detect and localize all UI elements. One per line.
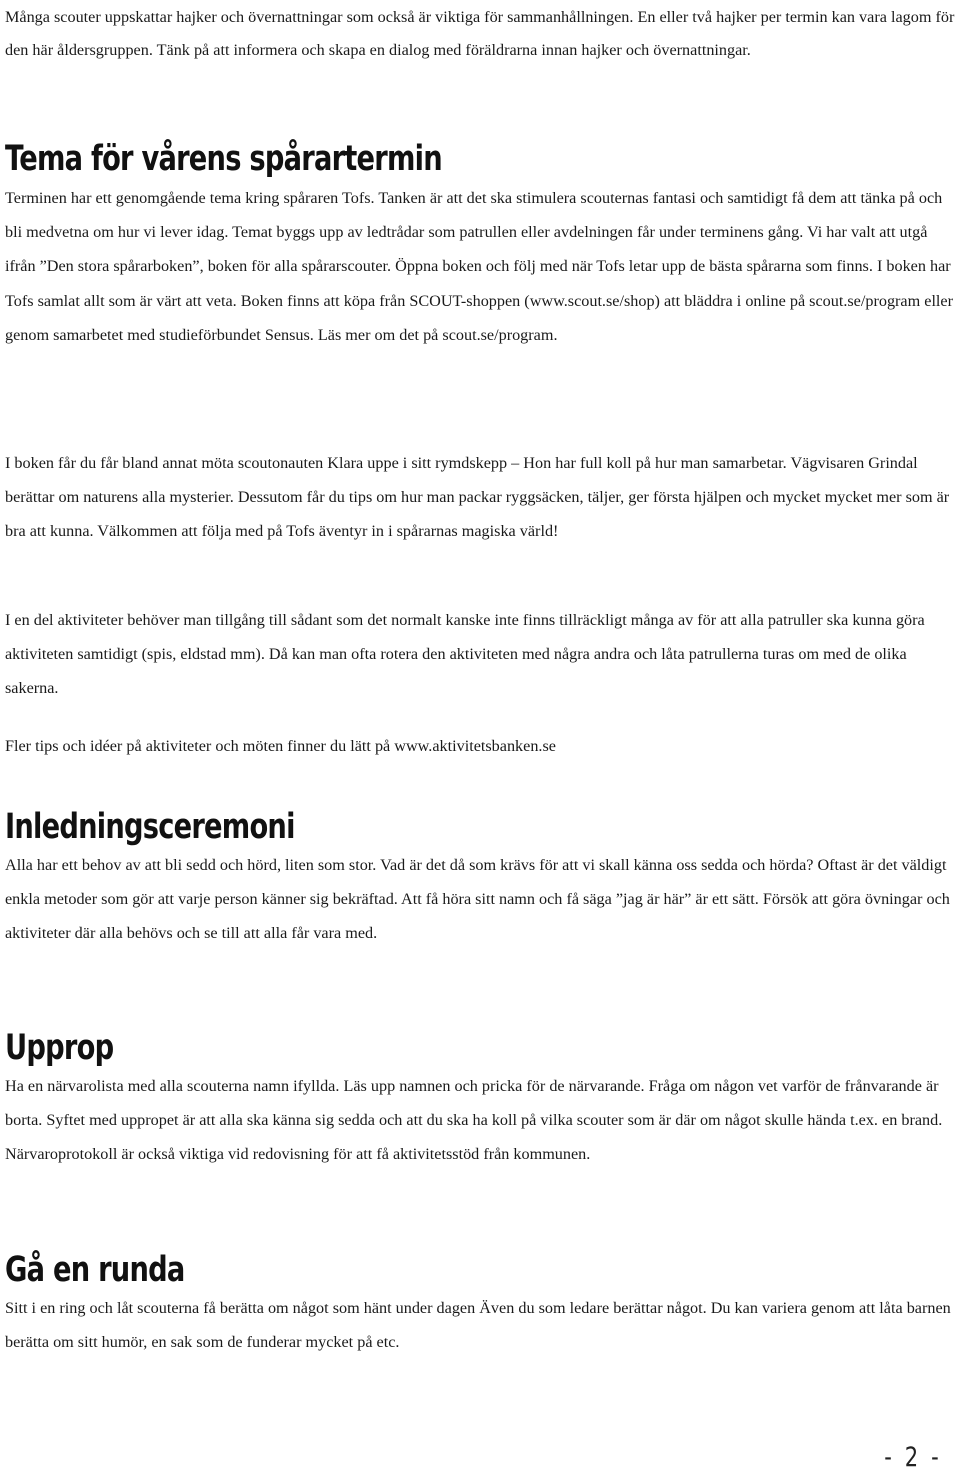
runda-heading: Gå en runda bbox=[5, 1250, 185, 1290]
tema-heading: Tema för vårens spårartermin bbox=[5, 139, 442, 179]
page-number: - 2 - bbox=[884, 1442, 942, 1473]
intro-paragraph: Många scouter uppskattar hajker och övernattningar som också är viktiga för sammanhållningen. En eller två hajker per termin kan vara lagom för den här åldersgruppen. Tänk på att informera och skapa en dialog med föräldrarna innan hajker och övernattningar. bbox=[5, 8, 955, 59]
inledning-paragraph: Alla har ett behov av att bli sedd och hörd, liten som stor. Vad är det då som krävs för att vi skall känna oss sedda och hörda? Oftast är det väldigt enkla metoder som gör att varje person känner sig bekräftad. Att få höra sitt namn och få säga ”jag är här” är ett sätt. Försök att göra övningar och aktiviteter där alla behövs och se till att alla får vara med. bbox=[5, 856, 950, 943]
tema-paragraph-2: I boken får du får bland annat möta scoutonauten Klara uppe i sitt rymdskepp – Hon har full koll på hur man samarbetar. Vägvisaren Grindal berättar om naturens alla mysterier. Dessutom får du tips om hur man packar ryggsäcken, täljer, ger första hjälpen och mycket mycket mer som är bra att kunna. Välkommen att följa med på Tofs äventyr in i spårarnas magiska värld! bbox=[5, 454, 950, 541]
tema-paragraph-4: Fler tips och idéer på aktiviteter och möten finner du lätt på www.aktivitetsbanken.se bbox=[5, 737, 556, 755]
tema-paragraph-1: Terminen har ett genomgående tema kring spåraren Tofs. Tanken är att det ska stimulera scouternas fantasi och samtidigt få dem att tänka på och bli medvetna om hur vi lever idag. Temat byggs upp av ledtrådar som patrullen eller avdelningen får under terminens gång. Vi har valt att utgå ifrån ”Den stora spårarboken”, boken för alla spårarscouter. Öppna boken och följ med när Tofs letar upp de bästa spårarna som finns. I boken har Tofs samlat allt som är värt att veta. Boken finns att köpa från SCOUT-shoppen (www.scout.se/shop) att bläddra i online på scout.se/program eller genom samarbetet med studieförbundet Sensus. Läs mer om det på scout.se/program. bbox=[5, 189, 954, 344]
upprop-heading: Upprop bbox=[5, 1028, 114, 1068]
tema-paragraph-3: I en del aktiviteter behöver man tillgång till sådant som det normalt kanske inte finns tillräckligt många av för att alla patruller ska kunna göra aktiviteten samtidigt (spis, eldstad mm). Då kan man ofta rotera den aktiviteten med några andra och låta patrullerna turas om med de olika sakerna. bbox=[5, 611, 925, 698]
upprop-paragraph: Ha en närvarolista med alla scouterna namn ifyllda. Läs upp namnen och pricka för de närvarande. Fråga om någon vet varför de frånvarande är borta. Syftet med uppropet är att alla ska känna sig sedda och att du ska ha koll på vilka scouter som är där om något skulle hända t.ex. en brand. Närvaroprotokoll är också viktiga vid redovisning för att få aktivitetsstöd från kommunen. bbox=[5, 1077, 943, 1164]
inledning-heading: Inledningsceremoni bbox=[5, 807, 295, 847]
runda-paragraph: Sitt i en ring och låt scouterna få berätta om något som hänt under dagen Även du som ledare berättar något. Du kan variera genom att låta barnen berätta om sitt humör, en sak som de funderar mycket på etc. bbox=[5, 1299, 951, 1352]
